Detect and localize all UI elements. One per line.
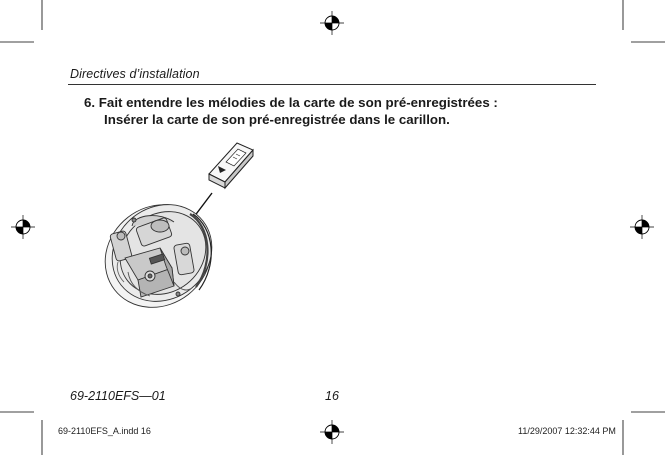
step-label: 6. (84, 95, 96, 110)
step-text-line-1: Fait entendre les mélodies de la carte de son pré-enregistrées : (98, 95, 498, 110)
section-title: Directives d’installation (70, 67, 200, 81)
slug-date-time: 11/29/2007 12:32:44 PM (518, 426, 616, 436)
document-code: 69-2110EFS—01 (70, 389, 166, 403)
step-text-line-2: Insérer la carte de son pré-enregistrée dans le carillon. (104, 112, 450, 127)
sound-card-icon (209, 143, 253, 188)
page-number: 16 (325, 389, 339, 403)
chime-unit-icon (84, 184, 231, 329)
slug-file-info: 69-2110EFS_A.indd 16 (58, 426, 151, 436)
